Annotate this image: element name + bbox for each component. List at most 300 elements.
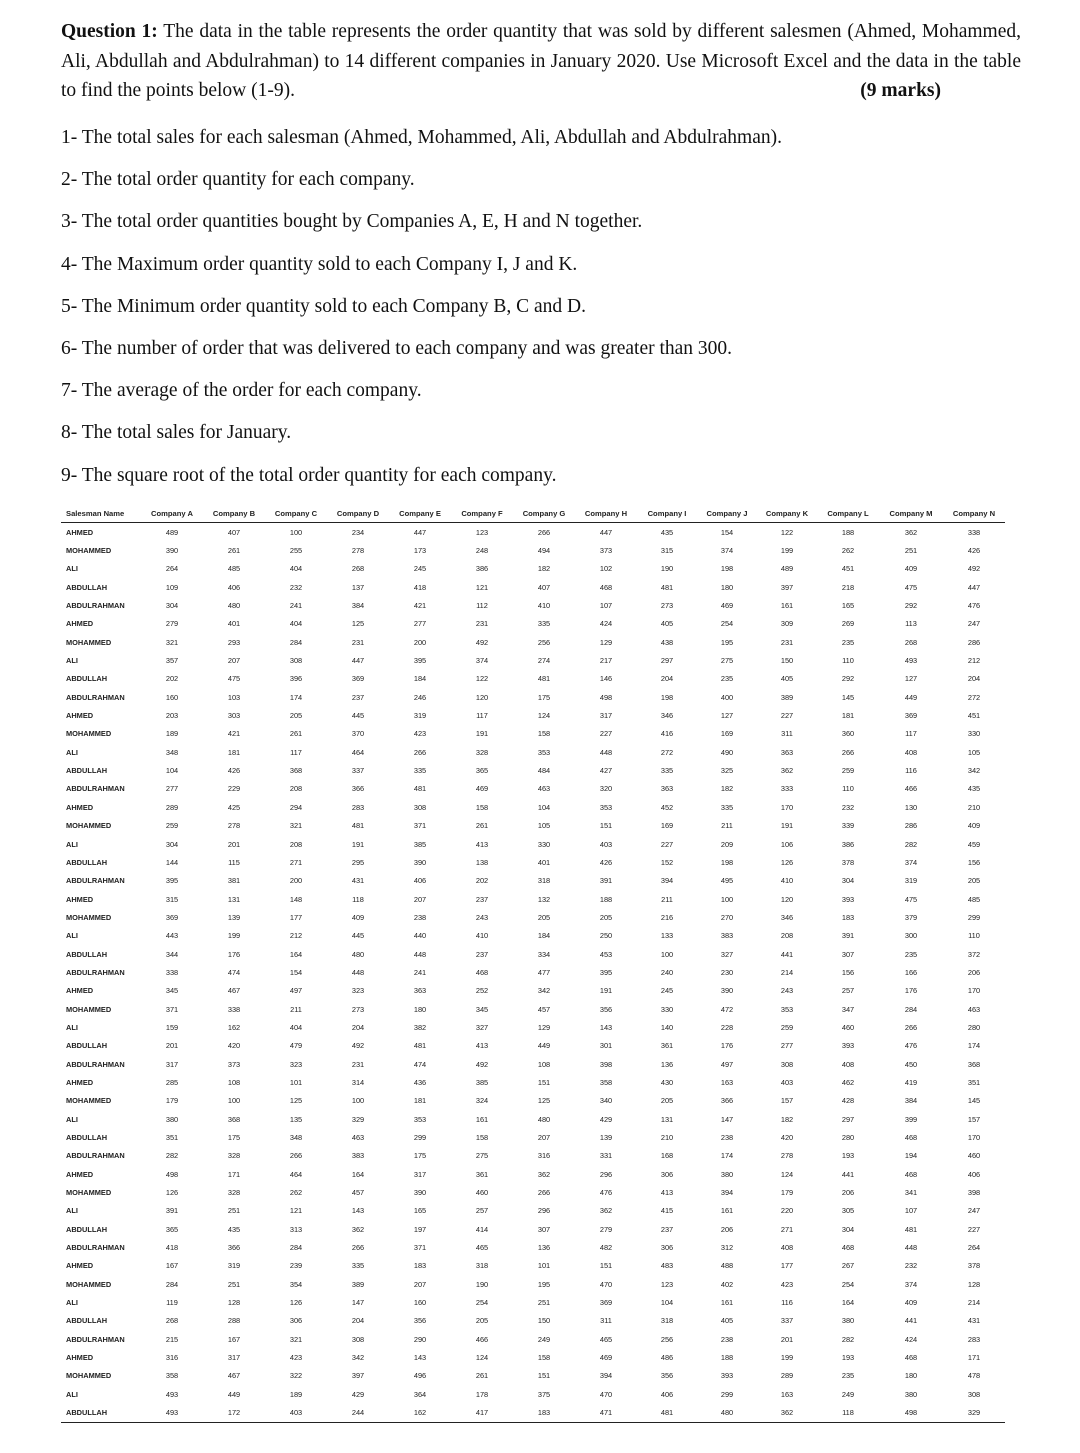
order-quantity-cell: 161 — [720, 1206, 734, 1216]
order-quantity-cell: 212 — [289, 931, 303, 941]
order-quantity-cell: 280 — [841, 1133, 855, 1143]
salesman-name-cell: ABDULRAHMAN — [66, 1151, 125, 1161]
order-quantity-cell: 266 — [904, 1022, 918, 1032]
order-quantity-cell: 430 — [660, 1077, 674, 1087]
order-quantity-cell: 448 — [351, 967, 365, 977]
order-quantity-cell: 199 — [780, 1353, 794, 1363]
order-quantity-cell: 106 — [780, 839, 794, 849]
order-quantity-cell: 312 — [720, 1243, 734, 1253]
order-quantity-cell: 420 — [780, 1133, 794, 1143]
order-quantity-cell: 406 — [967, 1169, 981, 1179]
order-quantity-cell: 469 — [720, 601, 734, 611]
order-quantity-cell: 266 — [413, 747, 427, 757]
table-row — [61, 1110, 1005, 1128]
order-quantity-cell: 323 — [289, 1059, 303, 1069]
order-quantity-cell: 206 — [841, 1188, 855, 1198]
salesman-name-cell: ABDULLAH — [66, 674, 108, 684]
order-quantity-cell: 146 — [599, 674, 613, 684]
order-quantity-cell: 489 — [165, 527, 179, 537]
order-quantity-cell: 306 — [289, 1316, 303, 1326]
order-quantity-cell: 378 — [967, 1261, 981, 1271]
order-quantity-cell: 464 — [289, 1169, 303, 1179]
order-quantity-cell: 202 — [475, 876, 489, 886]
order-quantity-cell: 129 — [537, 1022, 551, 1032]
order-quantity-cell: 191 — [351, 839, 365, 849]
order-quantity-cell: 409 — [904, 564, 918, 574]
order-quantity-cell: 232 — [289, 582, 303, 592]
order-quantity-cell: 465 — [599, 1334, 613, 1344]
order-quantity-cell: 304 — [841, 876, 855, 886]
order-quantity-cell: 135 — [289, 1114, 303, 1124]
order-quantity-cell: 136 — [537, 1243, 551, 1253]
order-quantity-cell: 460 — [967, 1151, 981, 1161]
order-quantity-cell: 469 — [599, 1353, 613, 1363]
order-quantity-cell: 167 — [227, 1334, 241, 1344]
order-quantity-cell: 372 — [967, 949, 981, 959]
order-quantity-cell: 139 — [599, 1133, 613, 1143]
order-quantity-cell: 496 — [413, 1371, 427, 1381]
order-quantity-cell: 459 — [967, 839, 981, 849]
order-quantity-cell: 390 — [165, 546, 179, 556]
order-quantity-cell: 158 — [537, 729, 551, 739]
order-quantity-cell: 384 — [351, 601, 365, 611]
order-quantity-cell: 101 — [289, 1077, 303, 1087]
order-quantity-cell: 448 — [413, 949, 427, 959]
column-header-company: Company G — [513, 505, 575, 523]
order-quantity-cell: 278 — [780, 1151, 794, 1161]
table-row — [61, 1238, 1005, 1256]
order-quantity-cell: 371 — [413, 1243, 427, 1253]
salesman-name-cell: AHMED — [66, 1077, 94, 1087]
order-quantity-cell: 317 — [413, 1169, 427, 1179]
order-quantity-cell: 104 — [660, 1298, 674, 1308]
order-quantity-cell: 288 — [227, 1316, 241, 1326]
order-quantity-cell: 110 — [968, 931, 980, 941]
order-quantity-cell: 362 — [780, 766, 794, 776]
order-quantity-cell: 443 — [165, 931, 179, 941]
order-quantity-cell: 277 — [165, 784, 179, 794]
table-row — [61, 596, 1005, 614]
order-quantity-cell: 470 — [599, 1389, 613, 1399]
order-quantity-cell: 353 — [413, 1114, 427, 1124]
order-quantity-cell: 280 — [967, 1022, 981, 1032]
order-quantity-cell: 338 — [165, 967, 179, 977]
order-quantity-cell: 117 — [905, 729, 917, 739]
order-quantity-cell: 452 — [660, 802, 674, 812]
table-row — [61, 670, 1005, 688]
order-quantity-cell: 283 — [351, 802, 365, 812]
order-quantity-cell: 257 — [475, 1206, 489, 1216]
salesman-name-cell: ALI — [66, 1206, 78, 1216]
order-quantity-cell: 209 — [720, 839, 734, 849]
table-header-row — [61, 505, 1005, 523]
order-quantity-cell: 138 — [475, 857, 489, 867]
order-quantity-cell: 447 — [599, 527, 613, 537]
order-quantity-cell: 338 — [227, 1004, 241, 1014]
salesman-name-cell: AHMED — [66, 1261, 94, 1271]
order-quantity-cell: 195 — [720, 637, 734, 647]
table-row — [61, 541, 1005, 559]
order-quantity-cell: 117 — [476, 711, 488, 721]
order-quantity-cell: 475 — [227, 674, 241, 684]
order-quantity-cell: 248 — [475, 546, 489, 556]
order-quantity-cell: 358 — [165, 1371, 179, 1381]
order-quantity-cell: 479 — [289, 1041, 303, 1051]
order-quantity-cell: 217 — [599, 656, 613, 666]
order-quantity-cell: 267 — [841, 1261, 855, 1271]
order-quantity-cell: 398 — [967, 1188, 981, 1198]
order-quantity-cell: 100 — [289, 527, 303, 537]
order-quantity-cell: 318 — [660, 1316, 674, 1326]
order-quantity-cell: 237 — [351, 692, 365, 702]
order-quantity-cell: 425 — [227, 802, 241, 812]
order-quantity-cell: 251 — [227, 1206, 241, 1216]
order-quantity-cell: 205 — [599, 912, 613, 922]
order-quantity-cell: 289 — [165, 802, 179, 812]
order-quantity-cell: 290 — [413, 1334, 427, 1344]
order-quantity-cell: 262 — [289, 1188, 303, 1198]
order-quantity-cell: 144 — [165, 857, 179, 867]
order-quantity-cell: 125 — [351, 619, 365, 629]
order-quantity-cell: 271 — [289, 857, 303, 867]
order-quantity-cell: 324 — [475, 1096, 489, 1106]
order-quantity-cell: 447 — [351, 656, 365, 666]
order-quantity-cell: 208 — [289, 784, 303, 794]
order-quantity-cell: 129 — [599, 637, 613, 647]
order-quantity-cell: 445 — [351, 711, 365, 721]
order-quantity-cell: 390 — [413, 857, 427, 867]
salesman-name-cell: MOHAMMED — [66, 821, 112, 831]
table-row — [61, 743, 1005, 761]
order-quantity-cell: 303 — [227, 711, 241, 721]
order-quantity-cell: 308 — [413, 802, 427, 812]
order-quantity-cell: 190 — [660, 564, 674, 574]
order-quantity-cell: 160 — [165, 692, 179, 702]
order-quantity-cell: 341 — [904, 1188, 918, 1198]
order-quantity-cell: 118 — [352, 894, 364, 904]
salesman-name-cell: ABDULRAHMAN — [66, 784, 125, 794]
order-quantity-cell: 238 — [720, 1133, 734, 1143]
order-quantity-cell: 426 — [227, 766, 241, 776]
salesman-name-cell: ABDULLAH — [66, 1316, 108, 1326]
order-quantity-cell: 246 — [413, 692, 427, 702]
order-quantity-cell: 210 — [660, 1133, 674, 1143]
table-row — [61, 706, 1005, 724]
order-quantity-cell: 410 — [537, 601, 551, 611]
order-quantity-cell: 122 — [475, 674, 489, 684]
order-quantity-cell: 374 — [475, 656, 489, 666]
order-quantity-cell: 166 — [904, 967, 918, 977]
order-quantity-cell: 462 — [841, 1077, 855, 1087]
order-quantity-cell: 257 — [841, 986, 855, 996]
order-quantity-cell: 272 — [660, 747, 674, 757]
order-quantity-cell: 331 — [599, 1151, 613, 1161]
order-quantity-cell: 279 — [599, 1224, 613, 1234]
order-quantity-cell: 316 — [165, 1353, 179, 1363]
order-quantity-cell: 401 — [227, 619, 241, 629]
order-quantity-cell: 113 — [905, 619, 917, 629]
order-quantity-cell: 475 — [904, 582, 918, 592]
order-quantity-cell: 485 — [967, 894, 981, 904]
order-quantity-cell: 284 — [165, 1279, 179, 1289]
order-quantity-cell: 435 — [227, 1224, 241, 1234]
order-quantity-cell: 151 — [599, 821, 613, 831]
order-quantity-cell: 406 — [227, 582, 241, 592]
order-quantity-cell: 380 — [841, 1316, 855, 1326]
order-quantity-cell: 480 — [351, 949, 365, 959]
table-row — [61, 523, 1005, 542]
salesman-name-cell: AHMED — [66, 1169, 94, 1179]
order-quantity-cell: 320 — [599, 784, 613, 794]
order-quantity-cell: 251 — [537, 1298, 551, 1308]
order-quantity-cell: 419 — [904, 1077, 918, 1087]
order-quantity-cell: 176 — [720, 1041, 734, 1051]
order-quantity-cell: 410 — [780, 876, 794, 886]
order-quantity-cell: 469 — [475, 784, 489, 794]
order-quantity-cell: 182 — [537, 564, 551, 574]
salesman-name-cell: AHMED — [66, 527, 94, 537]
order-quantity-cell: 410 — [475, 931, 489, 941]
order-quantity-cell: 208 — [780, 931, 794, 941]
column-header-company: Company I — [637, 505, 697, 523]
salesman-name-cell: AHMED — [66, 619, 94, 629]
salesman-name-cell: AHMED — [66, 802, 94, 812]
order-quantity-cell: 335 — [413, 766, 427, 776]
order-quantity-cell: 205 — [537, 912, 551, 922]
order-quantity-cell: 321 — [165, 637, 179, 647]
order-quantity-cell: 333 — [780, 784, 794, 794]
order-quantity-cell: 190 — [475, 1279, 489, 1289]
order-quantity-cell: 245 — [413, 564, 427, 574]
order-quantity-cell: 104 — [165, 766, 179, 776]
order-quantity-cell: 330 — [967, 729, 981, 739]
order-quantity-cell: 330 — [537, 839, 551, 849]
table-row — [61, 1312, 1005, 1330]
order-quantity-cell: 123 — [475, 527, 489, 537]
order-quantity-cell: 227 — [660, 839, 674, 849]
order-quantity-cell: 329 — [943, 1404, 1005, 1423]
table-row — [61, 1165, 1005, 1183]
order-quantity-cell: 394 — [599, 1371, 613, 1381]
order-quantity-cell: 447 — [967, 582, 981, 592]
order-quantity-cell: 405 — [720, 1316, 734, 1326]
order-quantity-cell: 398 — [599, 1059, 613, 1069]
order-quantity-cell: 493 — [165, 1389, 179, 1399]
order-quantity-cell: 104 — [537, 802, 551, 812]
order-quantity-cell: 466 — [904, 784, 918, 794]
order-quantity-cell: 426 — [599, 857, 613, 867]
order-quantity-cell: 489 — [780, 564, 794, 574]
salesman-name-cell: ABDULRAHMAN — [66, 601, 125, 611]
order-quantity-cell: 364 — [413, 1389, 427, 1399]
order-quantity-cell: 322 — [289, 1371, 303, 1381]
order-quantity-cell: 380 — [720, 1169, 734, 1179]
order-quantity-cell: 317 — [599, 711, 613, 721]
order-quantity-cell: 369 — [599, 1298, 613, 1308]
order-quantity-cell: 472 — [720, 1004, 734, 1014]
order-quantity-cell: 145 — [967, 1096, 981, 1106]
order-quantity-cell: 363 — [660, 784, 674, 794]
order-quantity-cell: 308 — [780, 1059, 794, 1069]
salesman-name-cell: ALI — [66, 1022, 78, 1032]
order-quantity-cell: 177 — [289, 912, 303, 922]
order-quantity-cell: 156 — [967, 857, 981, 867]
order-quantity-cell: 346 — [660, 711, 674, 721]
order-quantity-cell: 169 — [660, 821, 674, 831]
question-point: 7- The average of the order for each company. — [61, 380, 422, 402]
order-quantity-cell: 201 — [165, 1041, 179, 1051]
salesman-name-cell: MOHAMMED — [66, 1371, 112, 1381]
order-quantity-cell: 383 — [720, 931, 734, 941]
order-quantity-cell: 261 — [227, 546, 241, 556]
order-quantity-cell: 232 — [841, 802, 855, 812]
order-quantity-cell: 492 — [351, 1041, 365, 1051]
order-quantity-cell: 103 — [227, 692, 241, 702]
order-quantity-cell: 342 — [351, 1353, 365, 1363]
table-row — [61, 1000, 1005, 1018]
order-quantity-cell: 450 — [904, 1059, 918, 1069]
order-quantity-cell: 429 — [599, 1114, 613, 1124]
order-quantity-cell: 255 — [289, 546, 303, 556]
table-row — [61, 1037, 1005, 1055]
order-quantity-cell: 488 — [720, 1261, 734, 1271]
order-quantity-cell: 158 — [475, 1133, 489, 1143]
order-quantity-cell: 318 — [537, 876, 551, 886]
order-quantity-cell: 254 — [720, 619, 734, 629]
order-quantity-cell: 125 — [289, 1096, 303, 1106]
order-quantity-cell: 460 — [841, 1022, 855, 1032]
table-row — [61, 817, 1005, 835]
order-quantity-cell: 234 — [351, 527, 365, 537]
order-quantity-cell: 319 — [413, 711, 427, 721]
order-quantity-cell: 161 — [780, 601, 794, 611]
order-quantity-cell: 408 — [841, 1059, 855, 1069]
order-quantity-cell: 191 — [475, 729, 489, 739]
order-quantity-cell: 492 — [967, 564, 981, 574]
order-quantity-cell: 408 — [904, 747, 918, 757]
order-quantity-cell: 403 — [265, 1404, 327, 1423]
order-quantity-cell: 413 — [475, 1041, 489, 1051]
order-quantity-cell: 259 — [165, 821, 179, 831]
order-quantity-cell: 200 — [289, 876, 303, 886]
order-quantity-cell: 189 — [289, 1389, 303, 1399]
order-quantity-cell: 126 — [165, 1188, 179, 1198]
order-quantity-cell: 154 — [720, 527, 734, 537]
table-row — [61, 1055, 1005, 1073]
order-quantity-cell: 198 — [720, 857, 734, 867]
order-quantity-cell: 460 — [475, 1188, 489, 1198]
order-quantity-cell: 413 — [660, 1188, 674, 1198]
order-quantity-cell: 406 — [413, 876, 427, 886]
salesman-name-cell: ALI — [66, 1114, 78, 1124]
order-quantity-cell: 413 — [475, 839, 489, 849]
order-quantity-cell: 385 — [475, 1077, 489, 1087]
table-row — [61, 1330, 1005, 1348]
order-quantity-cell: 249 — [537, 1334, 551, 1344]
order-quantity-cell: 308 — [289, 656, 303, 666]
order-quantity-cell: 300 — [904, 931, 918, 941]
order-quantity-cell: 128 — [967, 1279, 981, 1289]
order-quantity-cell: 382 — [413, 1022, 427, 1032]
order-quantity-cell: 160 — [413, 1298, 427, 1308]
order-quantity-cell: 116 — [781, 1298, 793, 1308]
order-quantity-cell: 126 — [289, 1298, 303, 1308]
order-quantity-cell: 266 — [537, 1188, 551, 1198]
order-quantity-cell: 375 — [537, 1389, 551, 1399]
order-quantity-cell: 198 — [720, 564, 734, 574]
question-label: Question 1: — [61, 21, 158, 42]
order-quantity-cell: 319 — [904, 876, 918, 886]
order-quantity-cell: 282 — [165, 1151, 179, 1161]
order-quantity-cell: 404 — [289, 1022, 303, 1032]
order-quantity-cell: 348 — [289, 1133, 303, 1143]
order-quantity-cell: 463 — [351, 1133, 365, 1143]
order-quantity-cell: 305 — [841, 1206, 855, 1216]
order-quantity-cell: 256 — [660, 1334, 674, 1344]
order-quantity-cell: 247 — [967, 1206, 981, 1216]
order-quantity-cell: 494 — [537, 546, 551, 556]
column-header-company: Company J — [697, 505, 757, 523]
order-quantity-cell: 208 — [289, 839, 303, 849]
order-quantity-cell: 231 — [475, 619, 489, 629]
order-quantity-cell: 476 — [904, 1041, 918, 1051]
order-quantity-cell: 212 — [967, 656, 981, 666]
order-quantity-cell: 211 — [721, 821, 733, 831]
order-quantity-cell: 140 — [660, 1022, 674, 1032]
order-quantity-cell: 353 — [780, 1004, 794, 1014]
table-row — [61, 578, 1005, 596]
order-quantity-cell: 368 — [289, 766, 303, 776]
order-quantity-cell: 308 — [967, 1389, 981, 1399]
order-quantity-cell: 409 — [967, 821, 981, 831]
order-quantity-cell: 402 — [720, 1279, 734, 1289]
order-quantity-cell: 133 — [660, 931, 674, 941]
order-quantity-cell: 286 — [967, 637, 981, 647]
order-quantity-cell: 100 — [351, 1096, 365, 1106]
order-quantity-cell: 498 — [879, 1404, 943, 1423]
order-quantity-cell: 148 — [289, 894, 303, 904]
column-header-company: Company F — [451, 505, 513, 523]
order-quantity-cell: 184 — [413, 674, 427, 684]
order-quantity-cell: 254 — [475, 1298, 489, 1308]
order-quantity-cell: 203 — [165, 711, 179, 721]
order-quantity-cell: 249 — [841, 1389, 855, 1399]
salesman-name-cell: ABDULLAH — [66, 1224, 108, 1234]
order-quantity-cell: 162 — [227, 1022, 241, 1032]
order-quantity-cell: 204 — [351, 1022, 365, 1032]
order-quantity-cell: 335 — [720, 802, 734, 812]
order-quantity-cell: 401 — [537, 857, 551, 867]
question-point: 5- The Minimum order quantity sold to each Company B, C and D. — [61, 295, 586, 317]
table-row — [61, 1257, 1005, 1275]
order-quantity-cell: 323 — [351, 986, 365, 996]
salesman-name-cell: ABDULLAH — [66, 1133, 108, 1143]
order-quantity-cell: 120 — [475, 692, 489, 702]
order-quantity-cell: 308 — [351, 1334, 365, 1344]
order-quantity-cell: 108 — [227, 1077, 241, 1087]
order-quantity-cell: 471 — [575, 1404, 637, 1423]
order-quantity-cell: 205 — [967, 876, 981, 886]
question-marks: (9 marks) — [860, 80, 941, 101]
order-quantity-cell: 373 — [227, 1059, 241, 1069]
order-quantity-cell: 164 — [841, 1298, 855, 1308]
order-quantity-cell: 121 — [475, 582, 489, 592]
order-quantity-cell: 423 — [413, 729, 427, 739]
order-quantity-cell: 172 — [203, 1404, 265, 1423]
order-quantity-cell: 205 — [475, 1316, 489, 1326]
order-quantity-cell: 198 — [660, 692, 674, 702]
order-quantity-cell: 423 — [780, 1279, 794, 1289]
